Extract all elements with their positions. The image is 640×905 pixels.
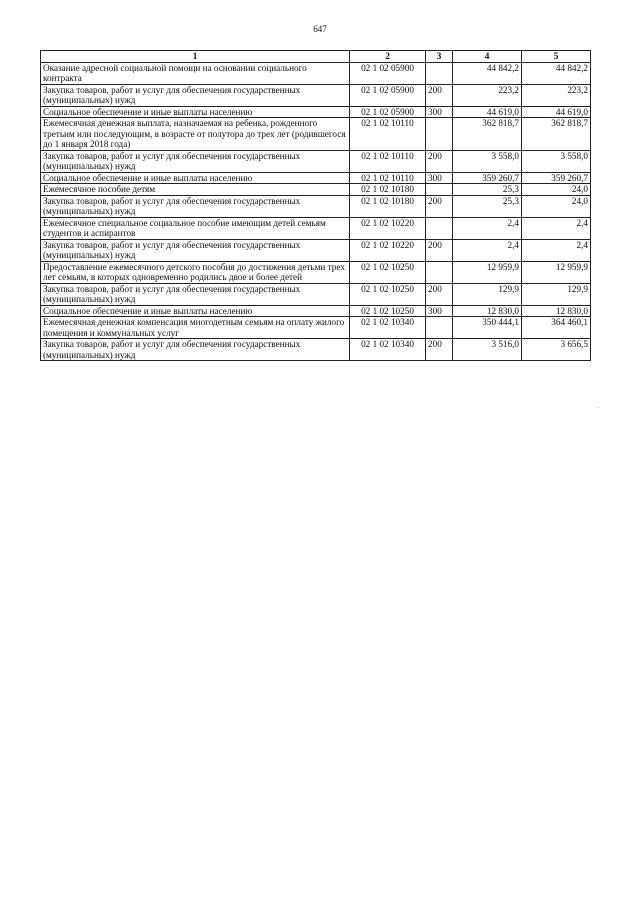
row-name: Социальное обеспечение и иные выплаты населению bbox=[41, 305, 350, 317]
row-name: Закупка товаров, работ и услуг для обеспечения государственных (муниципальных) нужд bbox=[41, 150, 350, 172]
row-expense-type: 200 bbox=[426, 195, 453, 217]
scan-mark: · bbox=[597, 404, 600, 412]
row-value-col4: 3 558,0 bbox=[453, 150, 522, 172]
row-code: 02 1 02 05900 bbox=[350, 106, 426, 118]
header-col-4: 4 bbox=[453, 51, 522, 63]
row-value-col4: 25,3 bbox=[453, 184, 522, 196]
row-name: Ежемесячная денежная компенсация многодетным семьям на оплату жилого помещения и коммунальных услуг bbox=[41, 317, 350, 339]
table-row bbox=[41, 150, 591, 172]
header-col-5: 5 bbox=[522, 51, 591, 63]
table-row bbox=[41, 305, 591, 317]
row-code: 02 1 02 10250 bbox=[350, 305, 426, 317]
row-name: Закупка товаров, работ и услуг для обеспечения государственных (муниципальных) нужд bbox=[41, 239, 350, 261]
row-code: 02 1 02 10110 bbox=[350, 172, 426, 184]
row-value-col5: 129,9 bbox=[522, 283, 591, 305]
row-code: 02 1 02 10180 bbox=[350, 195, 426, 217]
table-row bbox=[41, 339, 591, 361]
row-value-col5: 223,2 bbox=[522, 84, 591, 106]
table-row bbox=[41, 62, 591, 84]
row-expense-type: 300 bbox=[426, 172, 453, 184]
row-code: 02 1 02 05900 bbox=[350, 62, 426, 84]
row-expense-type: 200 bbox=[426, 339, 453, 361]
row-expense-type: 200 bbox=[426, 283, 453, 305]
row-value-col5: 44 619,0 bbox=[522, 106, 591, 118]
row-code: 02 1 02 10250 bbox=[350, 261, 426, 283]
row-value-col4: 12 959,9 bbox=[453, 261, 522, 283]
budget-table bbox=[40, 50, 591, 361]
row-value-col4: 223,2 bbox=[453, 84, 522, 106]
header-col-1: 1 bbox=[41, 51, 350, 63]
row-code: 02 1 02 05900 bbox=[350, 84, 426, 106]
row-value-col4: 12 830,0 bbox=[453, 305, 522, 317]
table-row bbox=[41, 283, 591, 305]
row-value-col5: 24,0 bbox=[522, 184, 591, 196]
row-value-col5: 24,0 bbox=[522, 195, 591, 217]
row-value-col4: 2,4 bbox=[453, 239, 522, 261]
row-value-col5: 2,4 bbox=[522, 239, 591, 261]
row-name: Социальное обеспечение и иные выплаты населению bbox=[41, 172, 350, 184]
row-name: Социальное обеспечение и иные выплаты населению bbox=[41, 106, 350, 118]
row-expense-type: 300 bbox=[426, 305, 453, 317]
row-expense-type: 200 bbox=[426, 239, 453, 261]
row-value-col5: 44 842,2 bbox=[522, 62, 591, 84]
row-name: Оказание адресной социальной помощи на основании социального контракта bbox=[41, 62, 350, 84]
row-name: Закупка товаров, работ и услуг для обеспечения государственных (муниципальных) нужд bbox=[41, 195, 350, 217]
table-row bbox=[41, 317, 591, 339]
row-expense-type: 300 bbox=[426, 106, 453, 118]
row-value-col5: 3 656,5 bbox=[522, 339, 591, 361]
row-value-col5: 12 959,9 bbox=[522, 261, 591, 283]
row-value-col4: 359 260,7 bbox=[453, 172, 522, 184]
row-value-col4: 350 444,1 bbox=[453, 317, 522, 339]
row-code: 02 1 02 10250 bbox=[350, 283, 426, 305]
row-name: Ежемесячная денежная выплата, назначаемая на ребенка, рожденного третьим или последующим, в возрасте от полутора до трех лет (родившегося до 1 января 2018 года) bbox=[41, 118, 350, 151]
table-row bbox=[41, 195, 591, 217]
table-body bbox=[41, 62, 591, 361]
row-value-col4: 44 619,0 bbox=[453, 106, 522, 118]
table-row bbox=[41, 84, 591, 106]
row-code: 02 1 02 10340 bbox=[350, 339, 426, 361]
row-value-col4: 129,9 bbox=[453, 283, 522, 305]
row-code: 02 1 02 10220 bbox=[350, 217, 426, 239]
row-code: 02 1 02 10180 bbox=[350, 184, 426, 196]
row-name: Ежемесячное специальное социальное пособие имеющим детей семьям студентов и аспирантов bbox=[41, 217, 350, 239]
row-value-col4: 362 818,7 bbox=[453, 118, 522, 151]
row-name: Закупка товаров, работ и услуг для обеспечения государственных (муниципальных) нужд bbox=[41, 339, 350, 361]
row-expense-type bbox=[426, 118, 453, 151]
row-value-col5: 359 260,7 bbox=[522, 172, 591, 184]
row-value-col4: 44 842,2 bbox=[453, 62, 522, 84]
row-value-col5: 364 460,1 bbox=[522, 317, 591, 339]
table-header-row bbox=[41, 51, 591, 63]
row-value-col5: 3 558,0 bbox=[522, 150, 591, 172]
row-value-col5: 362 818,7 bbox=[522, 118, 591, 151]
table-row bbox=[41, 118, 591, 151]
row-value-col5: 12 830,0 bbox=[522, 305, 591, 317]
row-value-col4: 25,3 bbox=[453, 195, 522, 217]
table-row bbox=[41, 172, 591, 184]
row-code: 02 1 02 10110 bbox=[350, 118, 426, 151]
table-row bbox=[41, 239, 591, 261]
header-col-2: 2 bbox=[350, 51, 426, 63]
page-number: 647 bbox=[313, 24, 327, 34]
row-value-col4: 3 516,0 bbox=[453, 339, 522, 361]
row-name: Ежемесячное пособие детям bbox=[41, 184, 350, 196]
row-code: 02 1 02 10340 bbox=[350, 317, 426, 339]
table-row bbox=[41, 106, 591, 118]
row-expense-type bbox=[426, 261, 453, 283]
row-expense-type: 200 bbox=[426, 84, 453, 106]
table-row bbox=[41, 261, 591, 283]
row-expense-type bbox=[426, 62, 453, 84]
row-code: 02 1 02 10220 bbox=[350, 239, 426, 261]
table-row bbox=[41, 217, 591, 239]
row-expense-type bbox=[426, 217, 453, 239]
header-col-3: 3 bbox=[426, 51, 453, 63]
row-expense-type bbox=[426, 184, 453, 196]
table-row bbox=[41, 184, 591, 196]
row-value-col5: 2,4 bbox=[522, 217, 591, 239]
row-name: Предоставление ежемесячного детского пособия до достижения детьми трех лет семьям, в которых одновременно родились двое и более детей bbox=[41, 261, 350, 283]
row-code: 02 1 02 10110 bbox=[350, 150, 426, 172]
row-name: Закупка товаров, работ и услуг для обеспечения государственных (муниципальных) нужд bbox=[41, 283, 350, 305]
row-value-col4: 2,4 bbox=[453, 217, 522, 239]
row-expense-type: 200 bbox=[426, 150, 453, 172]
row-expense-type bbox=[426, 317, 453, 339]
row-name: Закупка товаров, работ и услуг для обеспечения государственных (муниципальных) нужд bbox=[41, 84, 350, 106]
